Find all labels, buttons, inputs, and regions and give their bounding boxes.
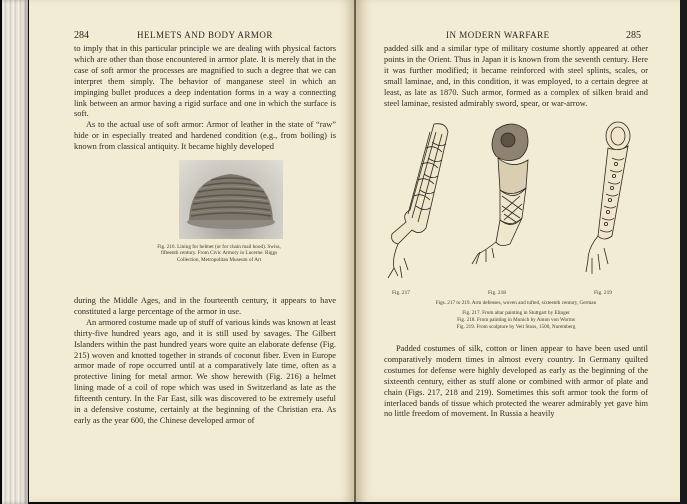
left-page (29, 0, 355, 502)
right-page (356, 0, 680, 502)
right-running-head: IN MODERN WARFARE (446, 30, 550, 40)
left-para-3: during the Middle Ages, and in the fourteenth century, it appears to have constituted a large percentage of the armor in use. (74, 296, 336, 316)
viewer-right-edge (680, 0, 687, 504)
fig-219-arm (586, 122, 630, 274)
left-running-head: HELMETS AND BODY ARMOR (137, 30, 273, 40)
right-page-number: 285 (626, 30, 641, 41)
right-text-top (384, 44, 648, 109)
fig-label-218: Fig. 218 (488, 290, 506, 296)
arm-defenses-illustration (376, 118, 656, 290)
right-para-2: Padded costumes of silk, cotton or linen appear to have been used until comparatively modern times in almost every country. In Germany quilted costumes for defense were highly developed as early as the beginning of the sixteenth century, either as stuff alone or combined with armor of plate and chain (Figs. 217, 218 and 219). Sometimes this soft armor took the form of interlaced bands of tissue which protected the wearer admirably yet gave him no little freedom of movement. In Russia a heavily (384, 344, 648, 419)
left-para-4: An armored costume made up of stuff of various kinds was known at least thirty-five hundred years ago, and it is still used by savages. The Gilbert Islanders within the past hundred years wore quite an elaborate defense (Fig. 215) woven and knotted together in strands of coconut fiber. Even in Europe armor made of rope occurred until at a comparatively late time, often as a protective lining for metal armor. We show herewith (Fig. 216) a helmet lining made of a coil of rope which was used in Switzerland as late as the fifteenth century. In the Far East, silk was discovered to be extremely useful in a defensive costume, certainly at the beginning of the Christian era. As early as the year 600, the Chinese developed armor of (74, 317, 336, 425)
right-figure-caption-main: Figs. 217 to 219. Arm defenses, woven and tufted, sixteenth century, German (435, 300, 597, 306)
left-para-1: to imply that in this particular principle we are dealing with physical factors which are other than those encountered in armor plate. It is merely that in the case of soft armor the processes are magnified to such a degree that we can interpret them simply. The behavior of manganese steel in which an impinging bullet produces a deep indentation forms in a way a connecting link between an armor having a rigid surface and one in which the surface is soft. (74, 44, 336, 119)
fig-217-arm (388, 124, 448, 278)
left-text-top (74, 44, 336, 153)
fig-label-219: Fig. 219 (594, 290, 612, 296)
left-para-2: As to the actual use of soft armor: Armor of leather in the state of “raw” hide or in especially treated and hardened condition (e.g., from boiling) is known from classical antiquity. It became highly developed (74, 120, 336, 152)
right-para-1: padded silk and a similar type of military costume shortly appeared at other points in the Orient. Thus in Japan it is known from the seventh century. Here it was further modified; it became reinforced with steel splints, scales, or small laminae, and, in this condition, it was employed, to a certain degree at least, as late as 1870. Such armor, formed as a complex of silken braid and steel laminae, resisted admirably sword, spear, or war-arrow. (384, 44, 648, 108)
page-edge-stack (2, 0, 28, 504)
right-figure-caption-line-1: Fig. 217. From altar painting in Stuttgart by Elinger (462, 310, 570, 316)
fig-label-217: Fig. 217 (392, 290, 410, 296)
fig-218-arm (472, 124, 528, 264)
right-figure-caption-line-2: Fig. 218. From painting in Munich by Anton von Worms (457, 317, 575, 323)
left-page-number: 284 (74, 30, 89, 41)
right-text-bottom (384, 344, 648, 420)
right-figure-caption-line-3: Fig. 219. From sculpture by Veit Stoss, 1500, Nuremberg (456, 324, 576, 330)
helmet-lining-photo (179, 160, 283, 239)
left-figure-caption: Fig. 216. Lining for helmet (or for chain mail hood). Swiss, fifteenth century. From Civic Armory in Lucerne. Riggs Collection, Metropolitan Museum of Art (157, 244, 281, 263)
left-text-bottom (74, 296, 336, 427)
